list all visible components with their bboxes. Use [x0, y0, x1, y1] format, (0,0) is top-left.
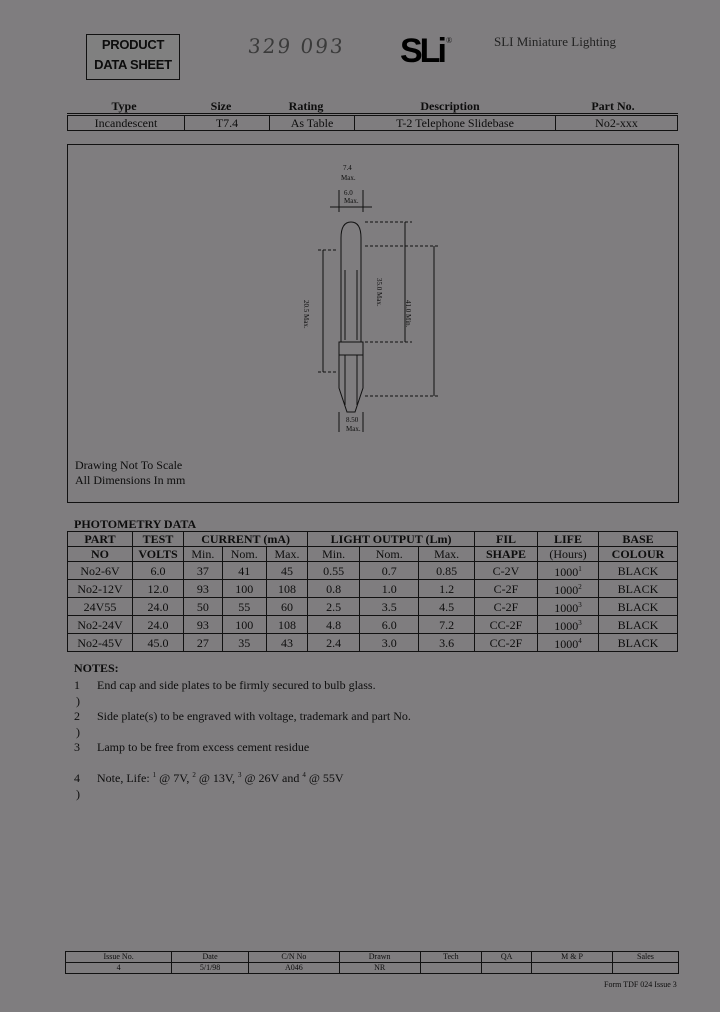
- table-row: [68, 580, 678, 598]
- head-no: NO: [68, 547, 133, 562]
- head-colour: COLOUR: [599, 547, 678, 562]
- footer-mp: [532, 963, 613, 974]
- footer-qa: [482, 963, 532, 974]
- cell-light-max: 1.2: [419, 580, 475, 598]
- life-text-2: @ 13V,: [195, 771, 238, 785]
- box-line-2: DATA SHEET: [94, 57, 172, 72]
- table-row: [68, 562, 678, 580]
- cell-part: No2-6V: [68, 562, 133, 580]
- cell-current-min: 27: [184, 634, 223, 652]
- footer-head-cn: C/N No: [248, 952, 339, 963]
- summary-head-description: Description: [420, 99, 480, 113]
- cell-light-max: 4.5: [419, 598, 475, 616]
- dim-bottom-label: Max.: [346, 425, 361, 433]
- head-test: TEST: [133, 532, 184, 547]
- cell-current-nom: 55: [222, 598, 266, 616]
- cell-colour: BLACK: [599, 616, 678, 634]
- cell-life: [538, 562, 599, 580]
- life-sup-1: 1: [152, 771, 157, 779]
- cell-light-min: 2.4: [308, 634, 360, 652]
- form-number: Form TDF 024 Issue 3: [604, 980, 677, 989]
- life-text-3: @ 26V and: [241, 771, 303, 785]
- note-4-paren: ): [76, 787, 80, 801]
- footer-sales: [612, 963, 678, 974]
- summary-part-no: No2-xxx: [556, 116, 678, 131]
- note-4-line: [97, 771, 344, 786]
- life-footnote: 1: [578, 565, 582, 573]
- footer-head-tech: Tech: [420, 952, 482, 963]
- cell-light-nom: 3.0: [360, 634, 419, 652]
- head-hours: (Hours): [538, 547, 599, 562]
- life-value: 1000: [554, 583, 579, 597]
- head-volts: VOLTS: [133, 547, 184, 562]
- cell-light-max: 0.85: [419, 562, 475, 580]
- sli-logo: SLi: [400, 32, 444, 70]
- cell-current-min: 50: [184, 598, 223, 616]
- cell-current-max: 108: [266, 616, 307, 634]
- box-line-1: PRODUCT: [101, 37, 165, 52]
- dim-bottom-value: 8.50: [346, 416, 359, 424]
- photometry-title: PHOTOMETRY DATA: [74, 517, 197, 531]
- cell-volts: 6.0: [133, 562, 184, 580]
- footer-head-drawn: Drawn: [339, 952, 420, 963]
- cell-colour: BLACK: [599, 580, 678, 598]
- drawing-note-units: All Dimensions In mm: [75, 473, 186, 487]
- head-light-min: Min.: [308, 547, 360, 562]
- summary-rating: As Table: [270, 116, 355, 131]
- summary-head-part-no: Part No.: [591, 99, 635, 113]
- head-current-min: Min.: [184, 547, 223, 562]
- summary-size: T7.4: [185, 116, 270, 131]
- life-value: 1000: [554, 601, 579, 615]
- cell-current-nom: 100: [222, 616, 266, 634]
- cell-colour: BLACK: [599, 598, 678, 616]
- cell-light-max: 3.6: [419, 634, 475, 652]
- dim-total-length: 41.0 Min.: [404, 300, 412, 328]
- footer-issue: 4: [66, 963, 172, 974]
- cell-shape: C-2V: [475, 562, 538, 580]
- head-shape: SHAPE: [475, 547, 538, 562]
- cell-light-max: 7.2: [419, 616, 475, 634]
- life-text-4: @ 55V: [305, 771, 344, 785]
- cell-volts: 24.0: [133, 616, 184, 634]
- cell-current-nom: 35: [222, 634, 266, 652]
- life-value: 1000: [554, 619, 579, 633]
- company-name: SLI Miniature Lighting: [494, 34, 617, 49]
- note-4-label: Note, Life:: [97, 771, 153, 785]
- life-sup-4: 4: [302, 771, 306, 779]
- cell-life: [538, 580, 599, 598]
- cell-part: No2-45V: [68, 634, 133, 652]
- cell-colour: BLACK: [599, 562, 678, 580]
- summary-description: T-2 Telephone Slidebase: [355, 116, 556, 131]
- life-footnote: 3: [578, 601, 582, 609]
- table-row: [68, 616, 678, 634]
- note-2-paren: ): [76, 725, 80, 739]
- dim-top-label: Max.: [341, 174, 356, 182]
- summary-head-size: Size: [210, 99, 232, 113]
- registered-mark: ®: [446, 36, 453, 45]
- cell-life: [538, 598, 599, 616]
- dim-body-length: 35.0 Max.: [375, 278, 383, 307]
- cell-current-max: 43: [266, 634, 307, 652]
- cell-light-min: 4.8: [308, 616, 360, 634]
- cell-volts: 12.0: [133, 580, 184, 598]
- footer-head-date: Date: [172, 952, 249, 963]
- footer-head-qa: QA: [482, 952, 532, 963]
- dim-diameter-label: Max.: [344, 197, 359, 205]
- head-light-nom: Nom.: [360, 547, 419, 562]
- life-footnote: 2: [578, 583, 582, 591]
- table-row: [68, 634, 678, 652]
- life-footnote: 3: [578, 619, 582, 627]
- dim-diameter-value: 6.0: [344, 189, 353, 197]
- summary-head-type: Type: [111, 99, 137, 113]
- note-2-text: Side plate(s) to be engraved with voltage, trademark and part No.: [97, 709, 411, 723]
- head-life: LIFE: [538, 532, 599, 547]
- cell-light-min: 0.8: [308, 580, 360, 598]
- cell-shape: CC-2F: [475, 616, 538, 634]
- drawing-note-scale: Drawing Not To Scale: [75, 458, 183, 472]
- note-2-number: 2: [74, 709, 80, 723]
- footer-cn: A046: [248, 963, 339, 974]
- cell-light-nom: 0.7: [360, 562, 419, 580]
- cell-light-nom: 1.0: [360, 580, 419, 598]
- cell-current-min: 93: [184, 616, 223, 634]
- cell-current-min: 37: [184, 562, 223, 580]
- cell-current-nom: 41: [222, 562, 266, 580]
- cell-shape: C-2F: [475, 598, 538, 616]
- life-sup-2: 2: [192, 771, 196, 779]
- footer-head-mp: M & P: [532, 952, 613, 963]
- footer-drawn: NR: [339, 963, 420, 974]
- summary-head-rating: Rating: [288, 99, 324, 113]
- cell-part: 24V55: [68, 598, 133, 616]
- table-row: [68, 598, 678, 616]
- footer-table: [65, 951, 679, 974]
- life-value: 1000: [554, 637, 579, 651]
- cell-light-nom: 3.5: [360, 598, 419, 616]
- note-1-number: 1: [74, 678, 80, 692]
- head-part: PART: [68, 532, 133, 547]
- footer-tech: [420, 963, 482, 974]
- life-value: 1000: [554, 565, 579, 579]
- note-1-text: End cap and side plates to be firmly secured to bulb glass.: [97, 678, 376, 692]
- bulb-outline: [341, 222, 361, 342]
- cell-current-max: 108: [266, 580, 307, 598]
- note-4-number: 4: [74, 771, 80, 785]
- head-light-output: LIGHT OUTPUT (Lm): [308, 532, 475, 547]
- note-3-text: Lamp to be free from excess cement residue: [97, 740, 310, 754]
- cell-part: No2-24V: [68, 616, 133, 634]
- cell-current-nom: 100: [222, 580, 266, 598]
- life-sup-3: 3: [238, 771, 242, 779]
- head-current-nom: Nom.: [222, 547, 266, 562]
- footer-date: 5/1/98: [172, 963, 249, 974]
- cell-colour: BLACK: [599, 634, 678, 652]
- cell-life: [538, 634, 599, 652]
- cell-volts: 24.0: [133, 598, 184, 616]
- handwritten-number: 329 093: [246, 34, 346, 58]
- dim-left-length: 20.5 Max.: [302, 300, 310, 329]
- cell-shape: CC-2F: [475, 634, 538, 652]
- head-fil: FIL: [475, 532, 538, 547]
- footer-head-issue: Issue No.: [66, 952, 172, 963]
- cell-part: No2-12V: [68, 580, 133, 598]
- photometry-table: [67, 531, 678, 652]
- life-footnote: 4: [578, 637, 582, 645]
- cell-light-min: 0.55: [308, 562, 360, 580]
- cell-shape: C-2F: [475, 580, 538, 598]
- dim-top-value: 7.4: [343, 164, 352, 172]
- footer-head-sales: Sales: [612, 952, 678, 963]
- note-3-number: 3: [74, 740, 80, 754]
- notes-title: NOTES:: [74, 661, 119, 675]
- summary-type: Incandescent: [68, 116, 185, 131]
- cell-light-min: 2.5: [308, 598, 360, 616]
- life-text-1: @ 7V,: [156, 771, 193, 785]
- cell-current-max: 60: [266, 598, 307, 616]
- head-light-max: Max.: [419, 547, 475, 562]
- lamp-base: [339, 342, 363, 412]
- cell-light-nom: 6.0: [360, 616, 419, 634]
- note-1-paren: ): [76, 694, 80, 708]
- cell-current-max: 45: [266, 562, 307, 580]
- head-current-max: Max.: [266, 547, 307, 562]
- cell-current-min: 93: [184, 580, 223, 598]
- head-current: CURRENT (mA): [184, 532, 308, 547]
- cell-volts: 45.0: [133, 634, 184, 652]
- cell-life: [538, 616, 599, 634]
- head-base: BASE: [599, 532, 678, 547]
